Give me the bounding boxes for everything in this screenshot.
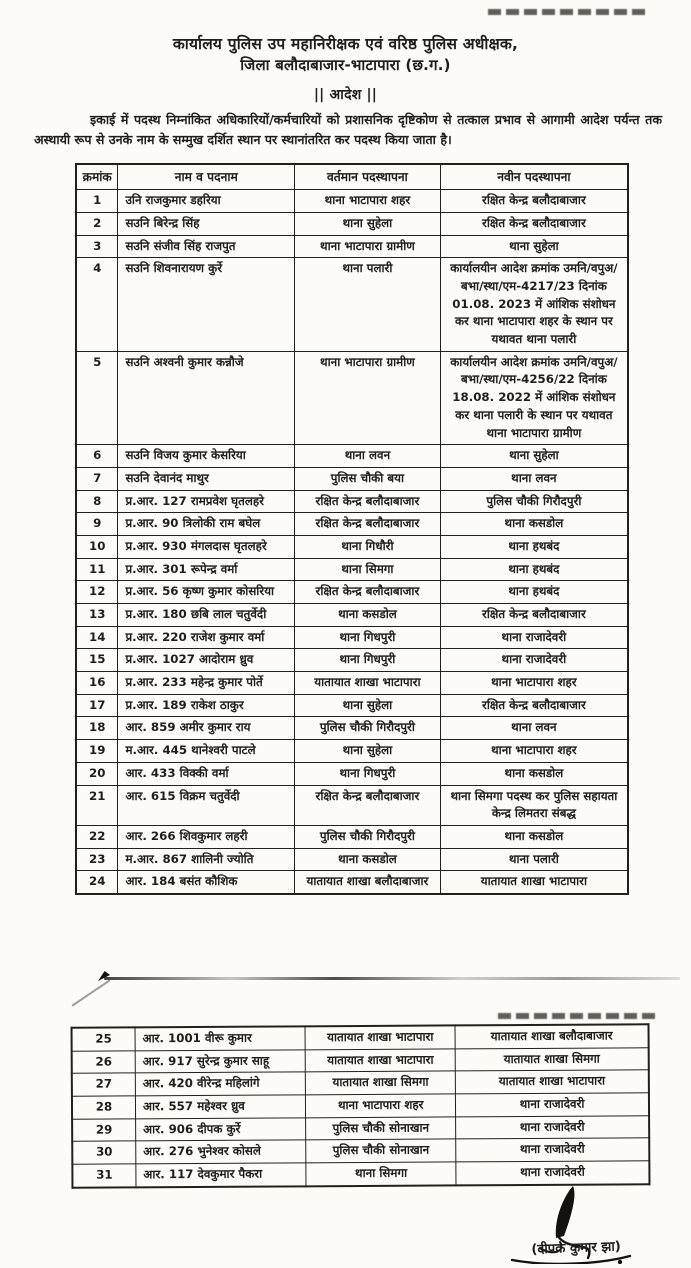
table-row: [76, 871, 628, 894]
table-row: [76, 762, 628, 785]
table-row: [76, 848, 628, 871]
name-cell: म.आर. 867 शालिनी ज्योति: [118, 848, 295, 871]
serial-cell: 14: [76, 626, 118, 649]
serial-cell: 17: [76, 694, 118, 717]
table-row: [76, 190, 628, 213]
name-cell: उनि राजकुमार डहरिया: [118, 190, 295, 213]
signature-block: [478, 1182, 674, 1264]
new-posting-cell: रक्षित केन्द्र बलौदाबाजार: [440, 190, 628, 213]
name-cell: आर. 266 शिवकुमार लहरी: [118, 825, 295, 848]
current-posting-cell: थाना भाटापारा ग्रामीण: [295, 351, 441, 444]
current-posting-cell: थाना गिधौरी: [295, 535, 441, 558]
current-posting-cell: थाना गिधपुरी: [295, 649, 441, 672]
new-posting-cell: थाना सुहेला: [440, 235, 628, 258]
table-row: [76, 785, 628, 825]
transfer-table-page1: [75, 163, 629, 895]
new-posting-cell: यातायात शाखा सिमगा: [455, 1047, 648, 1071]
new-posting-cell: थाना राजादेवरी: [456, 1115, 649, 1139]
current-posting-cell: पुलिस चौकी गिरौदपुरी: [295, 825, 441, 848]
name-cell: प्र.आर. 220 राजेश कुमार वर्मा: [118, 626, 295, 649]
table-row: [76, 490, 628, 513]
name-cell: आर. 420 वीरेन्द्र महिलांगे: [135, 1072, 305, 1096]
current-posting-cell: पुलिस चौकी गिरौदपुरी: [295, 717, 441, 740]
current-posting-cell: थाना सुहेला: [295, 694, 441, 717]
current-posting-cell: थाना सुहेला: [295, 212, 441, 235]
name-cell: प्र.आर. 301 रूपेन्द्र वर्मा: [118, 558, 295, 581]
current-posting-cell: पुलिस चौकी सोनाखान: [306, 1139, 456, 1163]
current-posting-cell: यातायात शाखा भाटापारा: [305, 1025, 455, 1049]
name-cell: प्र.आर. 233 महेन्द्र कुमार पोर्ते: [118, 672, 295, 695]
name-cell: सउनि देवानंद माथुर: [118, 467, 295, 490]
signatory-name: (दीपक कुमार झा): [531, 1239, 622, 1258]
scan-scratch-mark: [71, 979, 110, 1006]
current-posting-cell: थाना सिमगा: [295, 558, 441, 581]
name-cell: आर. 276 भुनेश्वर कोसले: [136, 1140, 306, 1164]
new-posting-cell: थाना लवन: [440, 717, 628, 740]
current-posting-cell: यातायात शाखा बलौदाबाजार: [295, 871, 441, 894]
current-posting-cell: थाना पलारी: [295, 258, 441, 351]
name-cell: प्र.आर. 1027 आदोराम ध्रुव: [118, 649, 295, 672]
serial-cell: 19: [76, 740, 118, 763]
table-row: [76, 740, 628, 763]
serial-cell: 30: [72, 1141, 136, 1164]
serial-cell: 3: [76, 235, 118, 258]
new-posting-cell: कार्यालयीन आदेश क्रमांक उमनि/वपुअ/ बभा/स्था/एम-4217/23 दिनांक 01.08. 2023 में आंशिक संशोधन कर थाना भाटापारा शहर के स्थान पर यथावत थाना पलारी: [440, 258, 628, 351]
header-name-designation: नाम व पदनाम: [118, 164, 295, 190]
table-row: [76, 535, 628, 558]
new-posting-cell: थाना कसडोल: [440, 762, 628, 785]
new-posting-cell: थाना हथबंद: [440, 558, 628, 581]
new-posting-cell: रक्षित केन्द्र बलौदाबाजार: [440, 604, 628, 627]
serial-cell: 12: [76, 581, 118, 604]
new-posting-cell: कार्यालयीन आदेश क्रमांक उमनि/वपुअ/ बभा/स्था/एम-4256/22 दिनांक 18.08. 2022 में आंशिक संशोधन कर थाना पलारी के स्थान पर यथावत थाना भाटापारा ग्रामीण: [440, 351, 628, 444]
table-row: [76, 467, 628, 490]
serial-cell: 8: [76, 490, 118, 513]
name-cell: सउनि अश्वनी कुमार कन्नौजे: [118, 351, 295, 444]
table-header-row: [76, 164, 628, 190]
new-posting-cell: थाना राजादेवरी: [456, 1093, 649, 1117]
new-posting-cell: रक्षित केन्द्र बलौदाबाजार: [440, 212, 628, 235]
serial-cell: 6: [76, 445, 118, 468]
serial-cell: 16: [76, 672, 118, 695]
serial-cell: 9: [76, 513, 118, 536]
current-posting-cell: यातायात शाखा भाटापारा: [305, 1049, 455, 1073]
table-row: [76, 445, 628, 468]
new-posting-cell: पुलिस चौकी गिरौदपुरी: [440, 490, 628, 513]
name-cell: आर. 433 विक्की वर्मा: [118, 762, 295, 785]
table-row: [76, 513, 628, 536]
new-posting-cell: थाना लवन: [440, 467, 628, 490]
serial-cell: 20: [76, 762, 118, 785]
new-posting-cell: थाना कसडोल: [440, 513, 628, 536]
current-posting-cell: थाना सिमगा: [306, 1162, 456, 1186]
new-posting-cell: थाना कसडोल: [440, 825, 628, 848]
serial-cell: 7: [76, 467, 118, 490]
serial-cell: 22: [76, 825, 118, 848]
current-posting-cell: थाना कसडोल: [295, 604, 441, 627]
table-row: [76, 649, 628, 672]
name-cell: आर. 184 बसंत कौशिक: [118, 871, 295, 894]
serial-cell: 29: [72, 1119, 136, 1142]
scanner-stamp-smudge: [488, 9, 648, 15]
table-row: [76, 581, 628, 604]
new-posting-cell: यातायात शाखा भाटापारा: [455, 1070, 648, 1094]
serial-cell: 18: [76, 717, 118, 740]
name-cell: सउनि संजीव सिंह राजपुत: [118, 235, 295, 258]
name-cell: म.आर. 445 थानेश्वरी पाटले: [118, 740, 295, 763]
new-posting-cell: थाना भाटापारा शहर: [440, 672, 628, 695]
serial-cell: 13: [76, 604, 118, 627]
table-row: [76, 235, 628, 258]
name-cell: आर. 917 सुरेन्द्र कुमार साहू: [135, 1050, 305, 1074]
new-posting-cell: थाना राजादेवरी: [440, 626, 628, 649]
name-cell: प्र.आर. 56 कृष्ण कुमार कोसरिया: [118, 581, 295, 604]
serial-cell: 4: [76, 258, 118, 351]
new-posting-cell: थाना राजादेवरी: [456, 1161, 649, 1185]
new-posting-cell: यातायात शाखा भाटापारा: [440, 871, 628, 894]
scanner-stamp-smudge: [498, 1013, 658, 1019]
new-posting-cell: थाना भाटापारा शहर: [440, 740, 628, 763]
current-posting-cell: थाना लवन: [295, 445, 441, 468]
office-title-line1: कार्यालय पुलिस उप महानिरीक्षक एवं वरिष्ठ पुलिस अधीक्षक,: [172, 35, 519, 53]
new-posting-cell: थाना राजादेवरी: [440, 649, 628, 672]
current-posting-cell: यातायात शाखा सिमगा: [305, 1071, 455, 1095]
name-cell: प्र.आर. 189 राकेश ठाकुर: [118, 694, 295, 717]
current-posting-cell: यातायात शाखा भाटापारा: [295, 672, 441, 695]
name-cell: आर. 859 अमीर कुमार राय: [118, 717, 295, 740]
table-row: [76, 694, 628, 717]
name-cell: सउनि बिरेन्द्र सिंह: [118, 212, 295, 235]
table-row: [76, 212, 628, 235]
name-cell: सउनि विजय कुमार केसरिया: [118, 445, 295, 468]
serial-cell: 31: [72, 1164, 136, 1188]
table-row: [76, 258, 628, 351]
order-heading: || आदेश ||: [313, 87, 378, 103]
table-row: [72, 1024, 649, 1051]
current-posting-cell: थाना सुहेला: [295, 740, 441, 763]
transfer-table-page2: [71, 1023, 651, 1188]
current-posting-cell: थाना गिधपुरी: [295, 626, 441, 649]
new-posting-cell: थाना हथबंद: [440, 581, 628, 604]
current-posting-cell: रक्षित केन्द्र बलौदाबाजार: [295, 513, 441, 536]
table-row: [76, 717, 628, 740]
serial-cell: 15: [76, 649, 118, 672]
table-row: [76, 825, 628, 848]
serial-cell: 2: [76, 212, 118, 235]
name-cell: सउनि शिवनारायण कुर्रे: [118, 258, 295, 351]
serial-cell: 1: [76, 190, 118, 213]
new-posting-cell: थाना सुहेला: [440, 445, 628, 468]
serial-cell: 10: [76, 535, 118, 558]
serial-cell: 11: [76, 558, 118, 581]
table-row: [76, 672, 628, 695]
current-posting-cell: थाना कसडोल: [295, 848, 441, 871]
new-posting-cell: थाना हथबंद: [440, 535, 628, 558]
name-cell: आर. 557 महेश्वर ध्रुव: [135, 1095, 305, 1119]
new-posting-cell: थाना राजादेवरी: [456, 1138, 649, 1162]
name-cell: आर. 615 विक्रम चतुर्वेदी: [118, 785, 295, 825]
serial-cell: 21: [76, 785, 118, 825]
serial-cell: 28: [72, 1096, 136, 1119]
name-cell: प्र.आर. 90 त्रिलोकी राम बघेल: [118, 513, 295, 536]
current-posting-cell: थाना भाटापारा ग्रामीण: [295, 235, 441, 258]
name-cell: आर. 117 देवकुमार पैकरा: [136, 1163, 306, 1187]
current-posting-cell: थाना भाटापारा शहर: [306, 1094, 456, 1118]
table-row: [76, 626, 628, 649]
table-row: [76, 558, 628, 581]
header-current-posting: वर्तमान पदस्थापना: [295, 164, 441, 190]
new-posting-cell: थाना सिमगा पदस्थ कर पुलिस सहायता केन्द्र लिमतरा संबद्ध: [440, 785, 628, 825]
header-serial: क्रमांक: [76, 164, 118, 190]
serial-cell: 27: [72, 1073, 136, 1096]
name-cell: आर. 906 दीपक कुर्रे: [136, 1118, 306, 1142]
new-posting-cell: रक्षित केन्द्र बलौदाबाजार: [440, 694, 628, 717]
current-posting-cell: पुलिस चौकी बया: [295, 467, 441, 490]
office-title-line2: जिला बलौदाबाजार-भाटापारा (छ.ग.): [240, 56, 451, 74]
scan-fold-line: [104, 977, 680, 980]
current-posting-cell: रक्षित केन्द्र बलौदाबाजार: [295, 785, 441, 825]
name-cell: प्र.आर. 180 छबि लाल चतुर्वेदी: [118, 604, 295, 627]
header-new-posting: नवीन पदस्थापना: [440, 164, 628, 190]
current-posting-cell: रक्षित केन्द्र बलौदाबाजार: [295, 490, 441, 513]
order-intro-paragraph: इकाई में पदस्थ निम्नांकित अधिकारियों/कर्मचारियों को प्रशासनिक दृष्टिकोण से तत्काल प्रभाव से आगामी आदेश पर्यन्त तक अस्थायी रूप से उनके नाम के सम्मुख दर्शित स्थान पर स्थानांतरित कर पदस्थ किया जाता है।: [34, 112, 662, 148]
serial-cell: 5: [76, 351, 118, 444]
current-posting-cell: पुलिस चौकी सोनाखान: [306, 1117, 456, 1141]
current-posting-cell: थाना भाटापारा शहर: [295, 190, 441, 213]
new-posting-cell: यातायात शाखा बलौदाबाजार: [455, 1024, 648, 1048]
new-posting-cell: थाना पलारी: [440, 848, 628, 871]
serial-cell: 25: [72, 1027, 136, 1051]
serial-cell: 26: [72, 1051, 136, 1074]
table-row: [76, 604, 628, 627]
name-cell: प्र.आर. 930 मंगलदास घृतलहरे: [118, 535, 295, 558]
current-posting-cell: रक्षित केन्द्र बलौदाबाजार: [295, 581, 441, 604]
table-row: [76, 351, 628, 444]
serial-cell: 23: [76, 848, 118, 871]
name-cell: प्र.आर. 127 रामप्रवेश घृतलहरे: [118, 490, 295, 513]
current-posting-cell: थाना गिधपुरी: [295, 762, 441, 785]
name-cell: आर. 1001 वीरू कुमार: [135, 1026, 305, 1050]
serial-cell: 24: [76, 871, 118, 894]
